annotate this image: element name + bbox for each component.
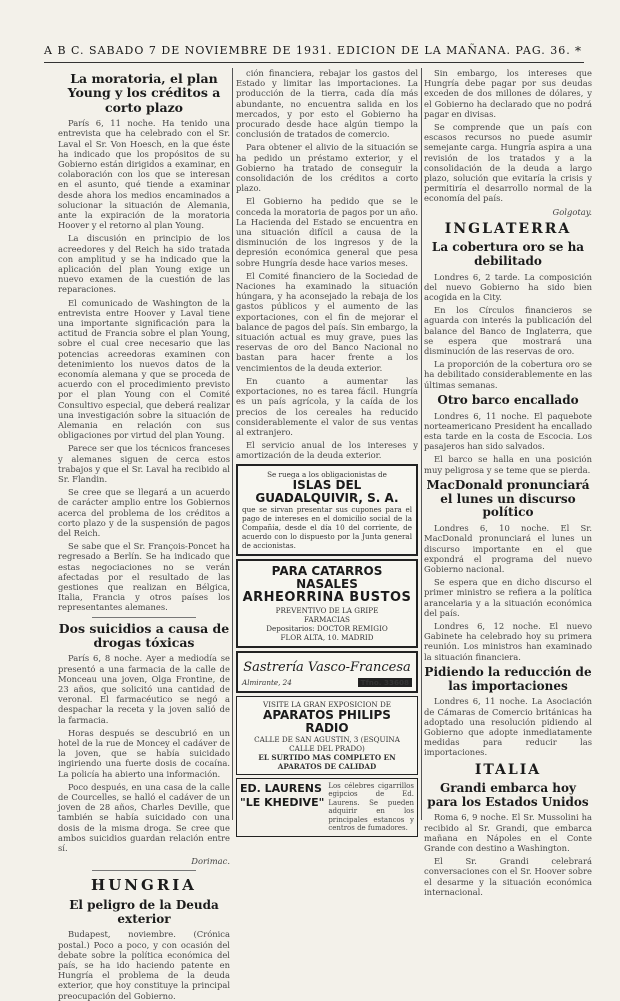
section-italia: ITALIA [474,761,542,778]
paragraph: Horas después se descubrió en un hotel de la rue de Moncey el cadáver de la joven, que se había suicidado ingiriendo una fuerte dosis de cocaína. La policía ha abierto una información. [58,727,230,779]
ad-body: Los célebres cigarrillos egipcios de Ed. Laurens. Se pueden adquirir en los principales estancos y centros de fumadores. [328,781,414,833]
paragraph: El servicio anual de los intereses y amortización de la deuda exterior. [236,440,418,461]
paragraph: El Comité financiero de la Sociedad de Naciones ha examinado la situación húngara, y ha aconsejado la rebaja de los gastos públicos y el aumento de las exportaciones, con el fin de mejorar el balance de pagos del país. Sin embargo, la situación actual es muy grave, pues las reservas de oro del Banco Nacional no bastan para hacer frente a los vencimientos de la deuda exterior. [236,270,418,373]
byline: Dorimac. [191,856,230,867]
paragraph: Londres 6, 10 noche. El Sr. MacDonald pronunciará el lunes un discurso importante en el que expondrá el programa del nuevo Gobierno nacional. [424,523,592,574]
separator [92,617,195,618]
paragraph: En los Círculos financieros se aguarda con interés la publicación del balance del Banco de Inglaterra, que se espera que mostrará una disminución de las reservas de oro. [424,305,592,356]
masthead [44,44,584,63]
column-3 [424,68,592,897]
ad-title: ARHEORRINA BUSTOS [242,590,412,606]
section-hungria: HUNGRIA [91,876,197,895]
paragraph: Parece ser que los técnicos franceses y alemanes siguen de cerca estos trabajos y que el Sr. Laval ha recibido al Sr. Flandin. [58,443,230,485]
ad-body: que se sirvan presentar sus cupones para el pago de intereses en el domicilio social de la Compañía, desde el día 10 del corriente, de acuerdo con lo dispuesto por la Junta general de accionistas. [242,504,412,550]
headline-barco: Otro barco encallado [437,392,579,407]
ad-line: Depositarios: DOCTOR REMIGIO [266,623,388,633]
paragraph: Se espera que en dicho discurso el primer ministro se refiera a la política arancelaria y a la situación económica del país. [424,577,592,618]
paragraph: La discusión en principio de los acreedores y del Reich ha sido tratada con amplitud y se ha indicado que la aplicación del plan Young exige un nuevo examen de la cuestión de las reparaciones. [58,233,230,295]
byline: Golgotay. [552,206,592,217]
paragraph: Londres 6, 2 tarde. La composición del nuevo Gobierno ha sido bien acogida en la City. [424,271,592,302]
paragraph: Londres 6, 11 noche. La Asociación de Cámaras de Comercio británicas ha adoptado una resolución pidiendo al Gobierno que adopte inmediatamente medidas para reducir las importaciones. [424,696,592,758]
paragraph: París 6, 11 noche. Ha tenido una entrevista que ha celebrado con el Sr. Laval el Sr. Von Hoesch, en la que éste ha indicado que los propósitos de su Gobierno están dirigidos a examinar, en colaboración con los que se interesan en el asunto, qué tiende a examinar desde ahora los medios encaminados a solucionar la situación de Alemania, ante la expiración de la moratoria Hoover y el retorno al plan Young. [58,118,230,231]
paragraph: ción financiera, rebajar los gastos del Estado y limitar las importaciones. La producción de la tierra, cada día más abundante, no encuentra salida en los mercados, y por esto el Gobierno ha procurado desde hace algún tiempo la conclusión de tratados de comercio. [236,68,418,140]
paragraph: Poco después, en una casa de la calle de Courcelles, se halló el cadáver de un joven de 28 años, Charles Deville, que también se había suicidado con una dosis de la misma droga. Se cree que ambos suicidios guardan relación entre sí. [58,781,230,854]
ad-title: "LE KHEDIVE" [240,795,325,809]
paragraph: Londres 6, 11 noche. El paquebote norteamericano President ha encallado esta tarde en la costa de Escocia. Los pasajeros han sido salvados. [424,410,592,452]
paragraph: Londres 6, 12 noche. El nuevo Gabinete ha celebrado hoy su primera reunión. Los ministros han examinado la situación financiera. [424,621,592,662]
ad-line: Se ruega a los obligacionistas de [267,469,387,479]
ad-line: PREVENTIVO DE LA GRIPE [275,605,379,615]
paragraph: El Sr. Grandi celebrará conversaciones con el Sr. Hoover sobre el desarme y la situación económica internacional. [424,856,592,897]
headline-macdonald: MacDonald pronunciará el lunes un discurso político [426,477,590,520]
paragraph: París 6, 8 noche. Ayer a mediodía se presentó a una farmacia de la calle de Monceau una joven, Olga Frontine, de 23 años, que solicitó una cantidad de veronal. El farmacéutico se negó a despachar la receta y la joven salió de la farmacia. [58,653,230,725]
ad-title: ED. LAURENS [240,781,322,795]
column-rule [421,68,422,820]
ad-title: APARATOS PHILIPS RADIO [263,707,391,735]
ad-line: FARMACIAS [304,614,350,624]
paragraph: Se comprende que un país con escasos recursos no puede asumir semejante carga. Hungría aspira a una revisión de los tratados y a la consolidación de la deuda a largo plazo, solución que evitaría la crisis y permitiría el desarrollo normal de la economía del país. [424,122,592,204]
ad-line: EL SURTIDO MAS COMPLETO EN APARATOS DE CALIDAD [258,752,396,771]
section-inglaterra: INGLATERRA [444,220,572,237]
ad-line: FLOR ALTA, 10. MADRID [280,632,374,642]
headline-deuda: El peligro de la Deuda exterior [69,897,219,926]
paragraph: Roma 6, 9 noche. El Sr. Mussolini ha recibido al Sr. Grandi, que embarca mañana en Nápoles en el Conte Grande con destino a Washington. [424,812,592,853]
ad-address: Almirante, 24 [242,677,292,687]
ad-islas-guadalquivir [236,464,418,556]
headline-grandi: Grandi embarca hoy para los Estados Unidos [427,780,589,809]
headline-cobertura: La cobertura oro se ha debilitado [431,239,585,268]
paragraph: La proporción de la cobertura oro se ha debilitado considerablemente en las últimas semanas. [424,359,592,390]
ad-arheorrina [236,559,418,648]
ad-sastreria [236,651,418,693]
ad-line: VISITE LA GRAN EXPOSICION DE [263,699,391,709]
column-2 [236,68,419,833]
ad-phone: Tfno. 33608 [358,678,412,687]
headline-suicidios: Dos suicidios a causa de drogas tóxicas [58,620,230,651]
star-icon: * [575,44,582,58]
paragraph: Se cree que se llegará a un acuerdo de carácter amplio entre los Gobiernos acerca del problema de los créditos a corto plazo y de la suspensión de pagos del Reich. [58,487,230,539]
column-rule [232,68,233,820]
masthead-text: A B C. SABADO 7 DE NOVIEMBRE DE 1931. EDICION DE LA MAÑANA. PAG. 36. [44,44,571,57]
paragraph: El barco se halla en una posición muy peligrosa y se teme que se pierda. [424,454,592,475]
separator [92,870,195,871]
paragraph: Se sabe que el Sr. François-Poncet ha regresado a Berlín. Se ha indicado que estas negociaciones no se verán afectadas por el resultado de las gestiones que realizan en Bélgica, Italia, Francia y otros países los representantes alemanes. [58,541,230,613]
paragraph: Sin embargo, los intereses que Hungría debe pagar por sus deudas exceden de dos millones de dólares, y el Gobierno ha declarado que no podrá pagar en divisas. [424,68,592,119]
ad-title: Sastrería Vasco-Francesa [243,659,411,675]
headline-importaciones: Pidiendo la reducción de las importaciones [424,664,592,693]
ad-line: PARA CATARROS NASALES [271,563,383,592]
column-1 [58,68,230,1001]
ad-laurens [236,778,418,837]
paragraph: El comunicado de Washington de la entrevista entre Hoover y Laval tiene una importante significación para la actitud de Francia sobre el plan Young, sobre el cual cree necesario que las potencias acreedoras examinen con detenimiento los nuevos datos de la economía alemana y que se proceda de acuerdo con el procedimiento previsto por el plan Young con el Comité Consultivo especial, que deberá realizar una investigación sobre la situación de Alemania en relación con sus obligaciones por virtud del plan Young. [58,297,230,441]
paragraph: Budapest, noviembre. (Crónica postal.) Poco a poco, y con ocasión del debate sobre la política económica del país, se ha ido haciendo patente en Hungría el problema de la deuda exterior, que hoy constituye la principal preocupación del Gobierno. [58,929,230,1001]
paragraph: En cuanto a aumentar las exportaciones, no es tarea fácil. Hungría es un país agrícola, y la caída de los precios de los cereales ha reducido considerablemente el valor de sus ventas al extranjero. [236,375,418,437]
paragraph: El Gobierno ha pedido que se le conceda la moratoria de pagos por un año. La Hacienda del Estado se encuentra en una situación difícil a causa de la disminución de los ingresos y de la depresión económica general que pesa sobre Hungría desde hace varios meses. [236,196,419,268]
ad-philips [236,696,418,775]
paragraph: Para obtener el alivio de la situación se ha pedido un préstamo exterior, y el Gobierno ha tratado de conseguir la consolidación de los créditos a corto plazo. [236,142,418,194]
ad-title: ISLAS DEL GUADALQUIVIR, S. A. [255,477,399,505]
ad-line: CALLE DE SAN AGUSTIN, 3 (ESQUINA CALLE DEL PRADO) [254,734,400,753]
headline-moratoria: La moratoria, el plan Young y los créditos a corto plazo [67,71,221,115]
